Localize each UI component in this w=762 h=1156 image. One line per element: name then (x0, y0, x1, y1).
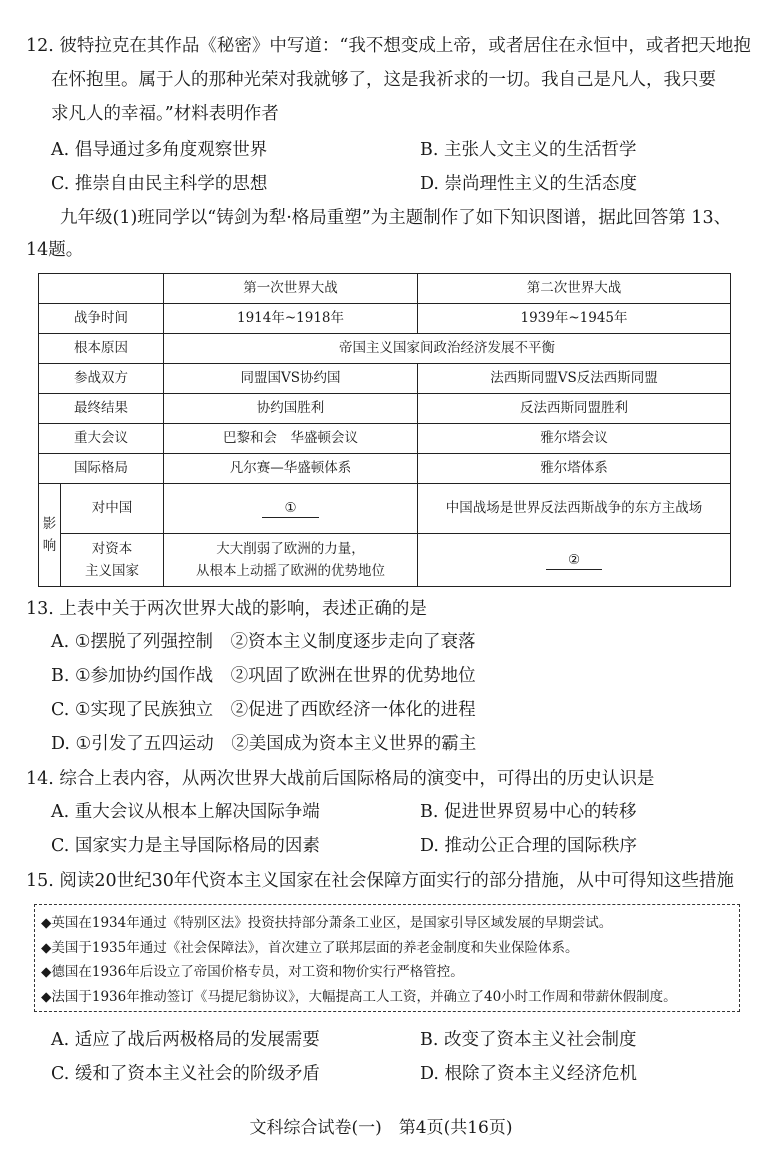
q14-option-c[interactable]: C. 国家实力是主导国际格局的因素 (51, 836, 320, 856)
cell-capital-ww2 (418, 534, 731, 587)
q15-option-b[interactable]: B. 改变了资本主义社会制度 (420, 1030, 637, 1050)
q12-option-c[interactable]: C. 推崇自由民主科学的思想 (51, 174, 268, 194)
q13-option-c[interactable]: C. ①实现了民族独立 ②促进了西欧经济一体化的进程 (51, 700, 476, 720)
table-row (39, 484, 731, 534)
q15-option-d[interactable]: D. 根除了资本主义经济危机 (420, 1064, 638, 1084)
cell-result-ww2: 反法西斯同盟胜利 (418, 394, 731, 424)
table-row (39, 334, 731, 364)
capital-label-2: 主义国家 (85, 563, 139, 579)
table-row (39, 534, 731, 587)
capital-ww1-line-2: 从根本上动摇了欧洲的优势地位 (196, 563, 385, 579)
capital-label-1: 对资本 (91, 541, 133, 557)
cell-order-ww1: 凡尔赛—华盛顿体系 (164, 454, 418, 484)
q12-stem-line-2: 在怀抱里。属于人的那种光荣对我就够了，这是我祈求的一切。我自己是凡人，我只要 (51, 70, 716, 90)
table-corner-cell (39, 274, 164, 304)
q12-option-b[interactable]: B. 主张人文主义的生活哲学 (420, 140, 637, 160)
q14-stem: 14. 综合上表内容，从两次世界大战前后国际格局的演变中，可得出的历史认识是 (26, 769, 655, 789)
row-label-cause: 根本原因 (39, 334, 164, 364)
cell-capital-ww1 (164, 534, 418, 587)
knowledge-table (38, 273, 731, 587)
q14-option-b[interactable]: B. 促进世界贸易中心的转移 (420, 802, 637, 822)
table-header-row (39, 274, 731, 304)
cell-order-ww2: 雅尔塔体系 (418, 454, 731, 484)
cell-time-ww1: 1914年~1918年 (164, 304, 418, 334)
row-label-sides: 参战双方 (39, 364, 164, 394)
measure-item: ◆英国在1934年通过《特别区法》投资扶持部分萧条工业区，是国家引导区域发展的早期尝试。 (41, 915, 613, 931)
measure-item: ◆德国在1936年后设立了帝国价格专员，对工资和物价实行严格管控。 (41, 964, 464, 980)
measures-box (34, 904, 740, 1012)
table-row (39, 364, 731, 394)
row-label-conference: 重大会议 (39, 424, 164, 454)
q15-option-a[interactable]: A. 适应了战后两极格局的发展需要 (51, 1030, 320, 1050)
blank-2[interactable]: ② (546, 551, 602, 570)
intro-line-2: 14题。 (26, 240, 84, 260)
row-label-impact (39, 484, 61, 587)
measure-item: ◆法国于1936年推动签订《马提尼翁协议》，大幅提高工人工资，并确立了40小时工作周和带薪休假制度。 (41, 988, 677, 1005)
row-label-order: 国际格局 (39, 454, 164, 484)
table-row (39, 454, 731, 484)
q14-option-a[interactable]: A. 重大会议从根本上解决国际争端 (51, 802, 320, 822)
impact-label-1: 影 (42, 516, 57, 532)
cell-cause-merged: 帝国主义国家间政治经济发展不平衡 (164, 334, 731, 364)
page-footer: 文科综合试卷(一) 第4页(共16页) (249, 1118, 513, 1138)
measure-item: ◆美国于1935年通过《社会保障法》，首次建立了联邦层面的养老金制度和失业保险体系。 (41, 939, 579, 956)
q13-option-a[interactable]: A. ①摆脱了列强控制 ②资本主义制度逐步走向了衰落 (51, 632, 476, 652)
q12-stem-line-3: 求凡人的幸福。”材料表明作者 (51, 104, 279, 124)
q13-option-d[interactable]: D. ①引发了五四运动 ②美国成为资本主义世界的霸主 (51, 734, 477, 754)
header-ww2: 第二次世界大战 (418, 274, 731, 304)
table-row (39, 394, 731, 424)
row-label-result: 最终结果 (39, 394, 164, 424)
cell-conference-ww1: 巴黎和会 华盛顿会议 (164, 424, 418, 454)
cell-sides-ww1: 同盟国VS协约国 (164, 364, 418, 394)
cell-sides-ww2: 法西斯同盟VS反法西斯同盟 (418, 364, 731, 394)
cell-china-ww1 (164, 484, 418, 534)
q13-stem: 13. 上表中关于两次世界大战的影响，表述正确的是 (26, 599, 427, 619)
q12-option-a[interactable]: A. 倡导通过多角度观察世界 (51, 140, 268, 160)
table-row (39, 304, 731, 334)
cell-conference-ww2: 雅尔塔会议 (418, 424, 731, 454)
row-label-time: 战争时间 (39, 304, 164, 334)
row-label-capital (61, 534, 164, 587)
impact-label-2: 响 (42, 538, 57, 554)
capital-ww1-line-1: 大大削弱了欧洲的力量， (216, 541, 365, 557)
cell-china-ww2: 中国战场是世界反法西斯战争的东方主战场 (418, 484, 731, 534)
cell-time-ww2: 1939年~1945年 (418, 304, 731, 334)
table-row (39, 424, 731, 454)
q15-stem: 15. 阅读20世纪30年代资本主义国家在社会保障方面实行的部分措施，从中可得知这些措施 (26, 871, 734, 891)
row-label-china: 对中国 (61, 484, 164, 534)
blank-1[interactable]: ① (262, 499, 318, 518)
q13-option-b[interactable]: B. ①参加协约国作战 ②巩固了欧洲在世界的优势地位 (51, 666, 476, 686)
q14-option-d[interactable]: D. 推动公正合理的国际秩序 (420, 836, 638, 856)
intro-line-1: 九年级(1)班同学以“铸剑为犁·格局重塑”为主题制作了如下知识图谱，据此回答第 13、 (60, 208, 732, 228)
q15-option-c[interactable]: C. 缓和了资本主义社会的阶级矛盾 (51, 1064, 320, 1084)
q12-option-d[interactable]: D. 崇尚理性主义的生活态度 (420, 174, 638, 194)
header-ww1: 第一次世界大战 (164, 274, 418, 304)
q12-stem-line-1: 12. 彼特拉克在其作品《秘密》中写道：“我不想变成上帝，或者居住在永恒中，或者把天地抱 (26, 36, 751, 56)
cell-result-ww1: 协约国胜利 (164, 394, 418, 424)
